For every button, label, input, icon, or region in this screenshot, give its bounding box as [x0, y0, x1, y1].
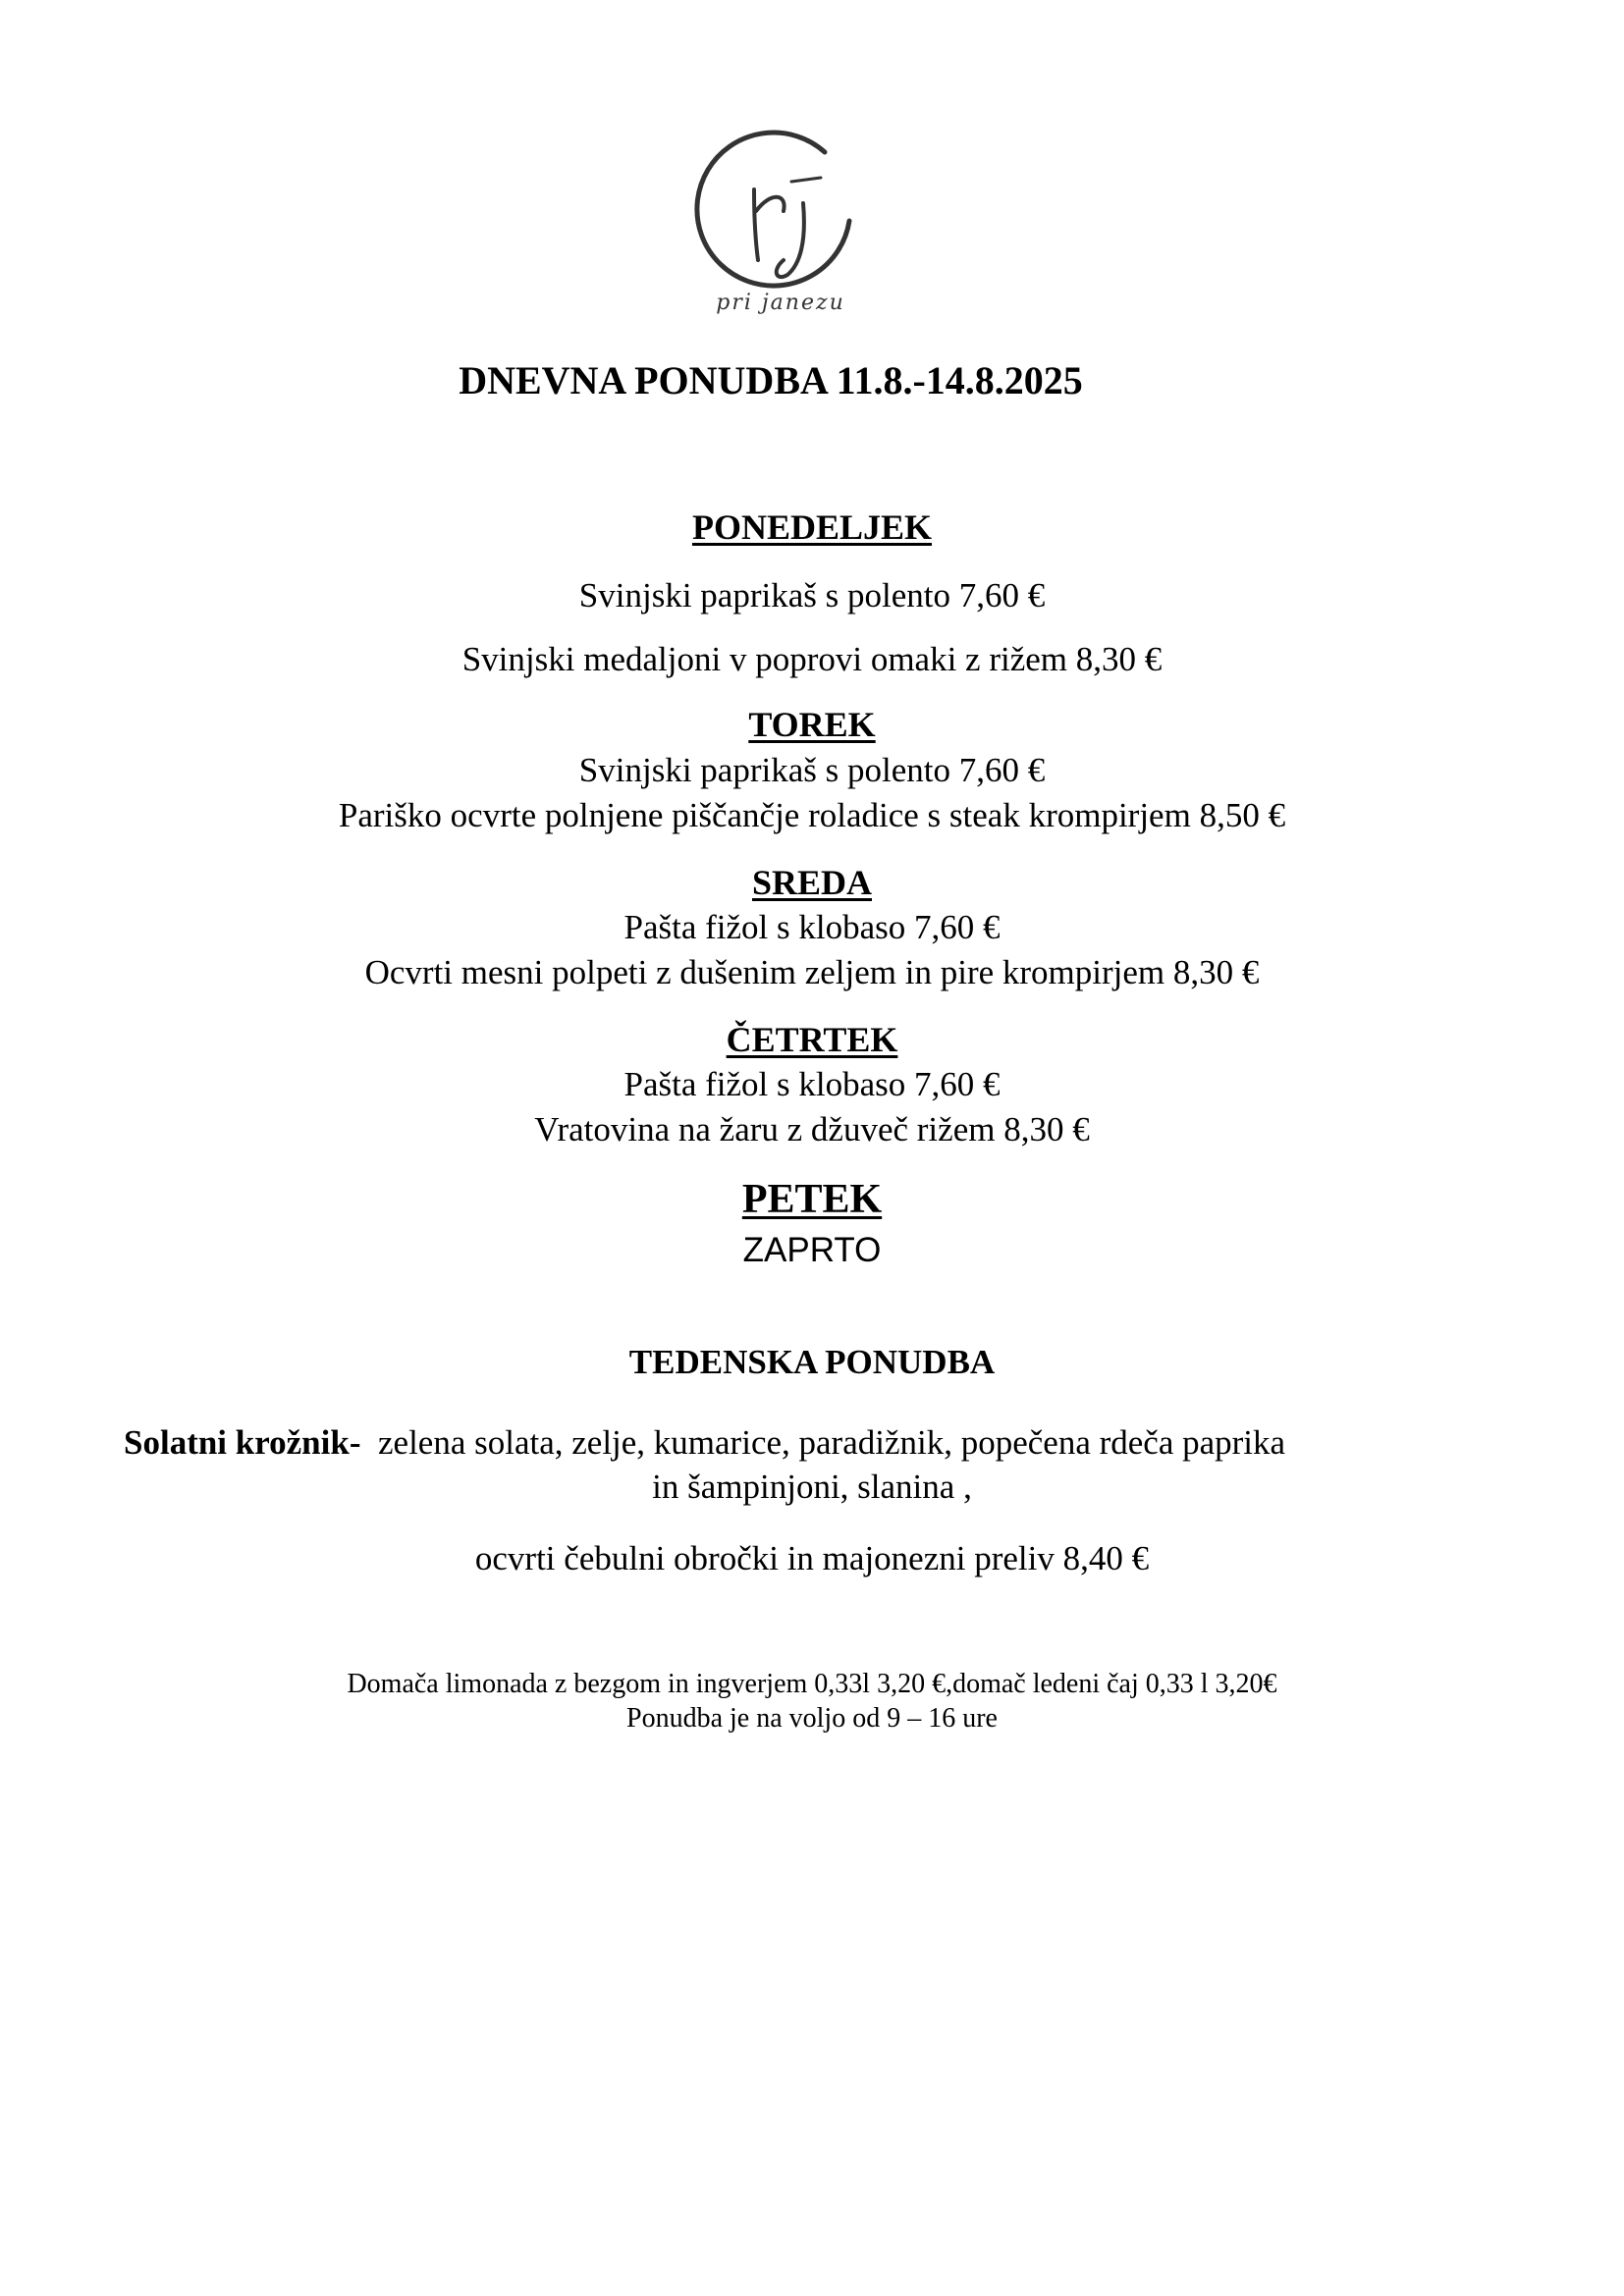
day-heading-thursday: ČETRTEK: [726, 1020, 898, 1059]
day-heading-monday: PONEDELJEK: [691, 507, 933, 547]
page-title: DNEVNA PONUDBA 11.8.-14.8.2025: [459, 358, 1083, 402]
menu-item: Svinjski medaljoni v poprovi omaki z rižem 8,30 €: [461, 640, 1163, 678]
logo-wordmark: pri janezu: [716, 291, 845, 315]
drinks-note: Domača limonada z bezgom in ingverjem 0,33l 3,20 €,domač ledeni čaj 0,33 l 3,20€: [347, 1669, 1277, 1699]
menu-item: Svinjski paprikaš s polento 7,60 €: [578, 576, 1046, 614]
closed-status: ZAPRTO: [742, 1231, 882, 1269]
day-heading-wednesday: SREDA: [751, 863, 873, 902]
day-heading-friday: PETEK: [741, 1177, 883, 1222]
menu-item: Vratovina na žaru z džuveč rižem 8,30 €: [534, 1110, 1090, 1148]
menu-item: Pašta fižol s klobaso 7,60 €: [623, 1065, 1001, 1103]
weekly-offer-title: TEDENSKA PONUDBA: [628, 1343, 996, 1381]
weekly-offer-desc-1: zelena solata, zelje, kumarice, paradižnik, popečena rdeča paprika: [378, 1423, 1286, 1462]
menu-item: Svinjski paprikaš s polento 7,60 €: [578, 751, 1046, 789]
day-heading-tuesday: TOREK: [748, 705, 876, 744]
menu-item: Ocvrti mesni polpeti z dušenim zeljem in pire krompirjem 8,30 €: [364, 953, 1260, 991]
weekly-offer-desc-3: ocvrti čebulni obročki in majonezni preliv 8,40 €: [474, 1539, 1150, 1577]
weekly-offer-desc-2: in šampinjoni, slanina ,: [652, 1468, 972, 1506]
weekly-offer-line-1: [124, 1425, 1285, 1460]
weekly-offer-label: Solatni krožnik-: [124, 1423, 361, 1462]
menu-item: Pariško ocvrte polnjene piščančje roladice s steak krompirjem 8,50 €: [338, 796, 1286, 834]
opening-hours-note: Ponudba je na voljo od 9 – 16 ure: [626, 1703, 998, 1734]
menu-item: Pašta fižol s klobaso 7,60 €: [623, 908, 1001, 946]
